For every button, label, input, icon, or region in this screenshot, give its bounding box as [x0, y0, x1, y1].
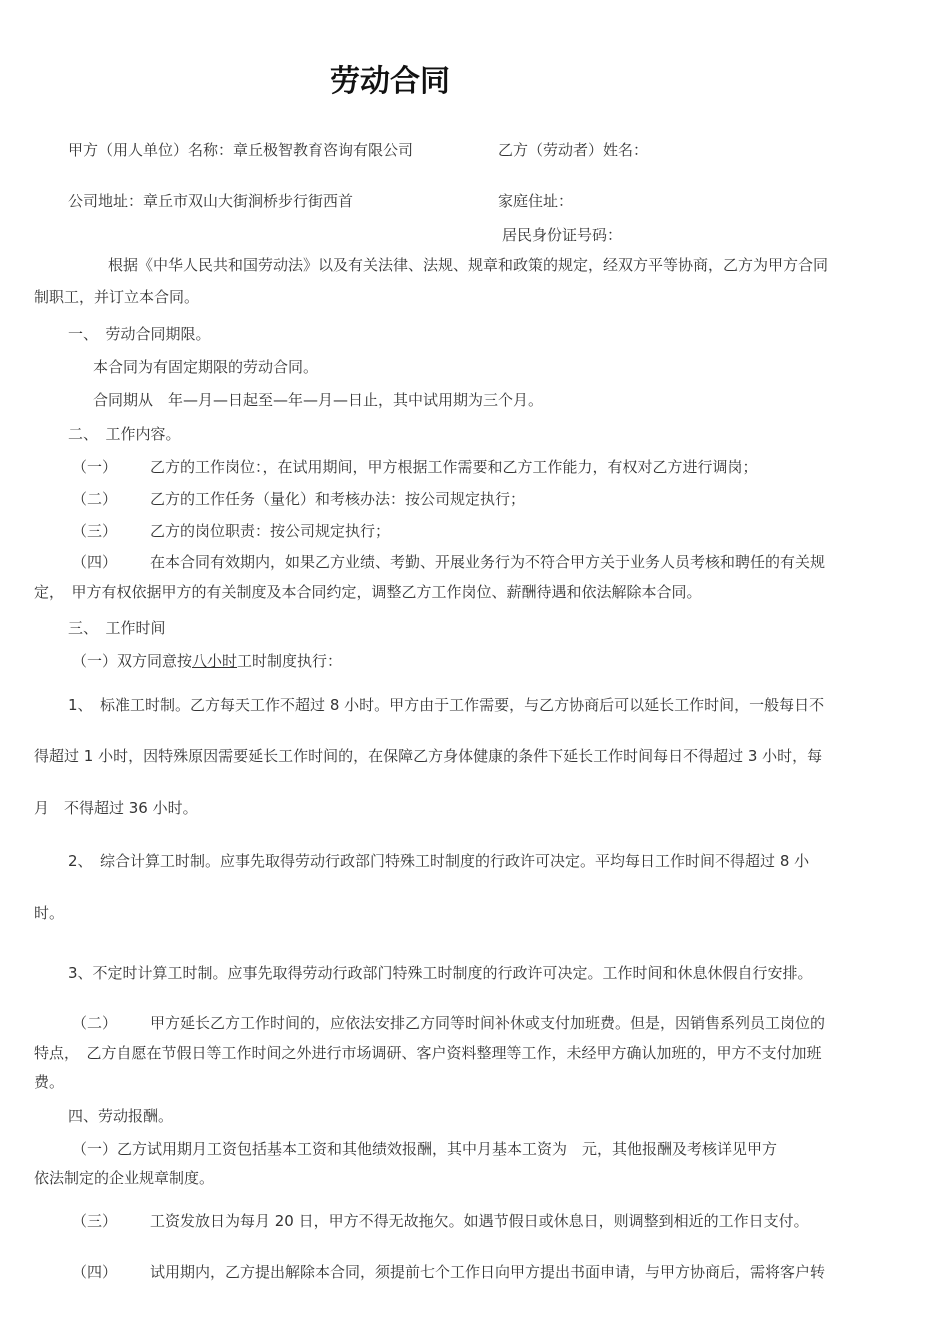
section-3-heading: 三、 工作时间	[68, 619, 166, 637]
comprehensive-hours-line-2: 时。	[34, 904, 65, 922]
standard-hours-line-1: 1、 标准工时制。乙方每天工作不超过 8 小时。甲方由于工作需要，与乙方协商后可以延长工作时间，一般每日不	[68, 696, 825, 714]
flexible-hours: 3、不定时计算工时制。应事先取得劳动行政部门特殊工时制度的行政许可决定。工作时间和休息休假自行安排。	[68, 964, 813, 982]
probation-termination-text: 试用期内，乙方提出解除本合同，须提前七个工作日向甲方提出书面申请，与甲方协商后，需将客户转	[150, 1263, 826, 1281]
section-1-p2: 合同期从 年—月—日起至—年—月—日止，其中试用期为三个月。	[93, 391, 544, 409]
overtime-line-3: 费。	[34, 1073, 65, 1091]
section-1-p1: 本合同为有固定期限的劳动合同。	[93, 358, 319, 376]
section-1-heading: 一、 劳动合同期限。	[68, 325, 211, 343]
salary-line-2: 依法制定的企业规章制度。	[34, 1169, 215, 1187]
salary-line-1: （一）乙方试用期月工资包括基本工资和其他绩效报酬，其中月基本工资为 元，其他报酬及考核详见甲方	[72, 1140, 778, 1158]
item-number: （二）	[72, 1014, 118, 1032]
section-2-heading: 二、 工作内容。	[68, 425, 181, 443]
item-number: （四）	[72, 553, 118, 571]
party-a-name: 甲方（用人单位）名称：章丘极智教育咨询有限公司	[68, 141, 414, 159]
party-b-name: 乙方（劳动者）姓名：	[498, 141, 649, 159]
party-b-home: 家庭住址：	[498, 192, 574, 210]
standard-hours-line-3: 月 不得超过 36 小时。	[34, 799, 198, 817]
item-text: 乙方的工作岗位：，在试用期间，甲方根据工作需要和乙方工作能力，有权对乙方进行调岗；	[150, 458, 758, 476]
item-text-continued: 定， 甲方有权依据甲方的有关制度及本合同约定，调整乙方工作岗位、薪酬待遇和依法解除本合同。	[34, 583, 702, 601]
section-3-sub1	[72, 651, 342, 671]
sub1-post: 工时制度执行：	[237, 652, 343, 670]
item-number: （三）	[72, 522, 118, 540]
intro-line-1: 根据《中华人民共和国劳动法》以及有关法律、法规、规章和政策的规定，经双方平等协商，乙方为甲方合同	[108, 256, 829, 274]
overtime-line-2: 特点， 乙方自愿在节假日等工作时间之外进行市场调研、客户资料整理等工作，未经甲方确认加班的，甲方不支付加班	[34, 1044, 822, 1062]
overtime-line-1: 甲方延长乙方工作时间的，应依法安排乙方同等时间补休或支付加班费。但是，因销售系列员工岗位的	[150, 1014, 826, 1032]
item-number: （二）	[72, 490, 118, 508]
payday-text: 工资发放日为每月 20 日，甲方不得无故拖欠。如遇节假日或休息日，则调整到相近的工作日支付。	[150, 1212, 809, 1230]
item-text: 乙方的工作任务（量化）和考核办法：按公司规定执行；	[150, 490, 526, 508]
party-a-address: 公司地址：章丘市双山大街涧桥步行街西首	[68, 192, 354, 210]
section-4-heading: 四、劳动报酬。	[68, 1107, 174, 1125]
item-text: 在本合同有效期内，如果乙方业绩、考勤、开展业务行为不符合甲方关于业务人员考核和聘任的有关规	[150, 553, 826, 571]
item-text: 乙方的岗位职责：按公司规定执行；	[150, 522, 391, 540]
intro-line-2: 制职工，并订立本合同。	[34, 288, 200, 306]
item-number: （四）	[72, 1263, 118, 1281]
item-number: （三）	[72, 1212, 118, 1230]
sub1-pre: （一）双方同意按	[72, 652, 193, 670]
item-number: （一）	[72, 458, 118, 476]
comprehensive-hours-line-1: 2、 综合计算工时制。应事先取得劳动行政部门特殊工时制度的行政许可决定。平均每日工作时间不得超过 8 小	[68, 852, 810, 870]
document-title: 劳动合同	[330, 64, 450, 99]
standard-hours-line-2: 得超过 1 小时，因特殊原因需要延长工作时间的，在保障乙方身体健康的条件下延长工作时间每日不得超过 3 小时，每	[34, 747, 823, 765]
sub1-underlined: 八小时	[192, 652, 238, 670]
party-b-id: 居民身份证号码：	[502, 226, 623, 244]
